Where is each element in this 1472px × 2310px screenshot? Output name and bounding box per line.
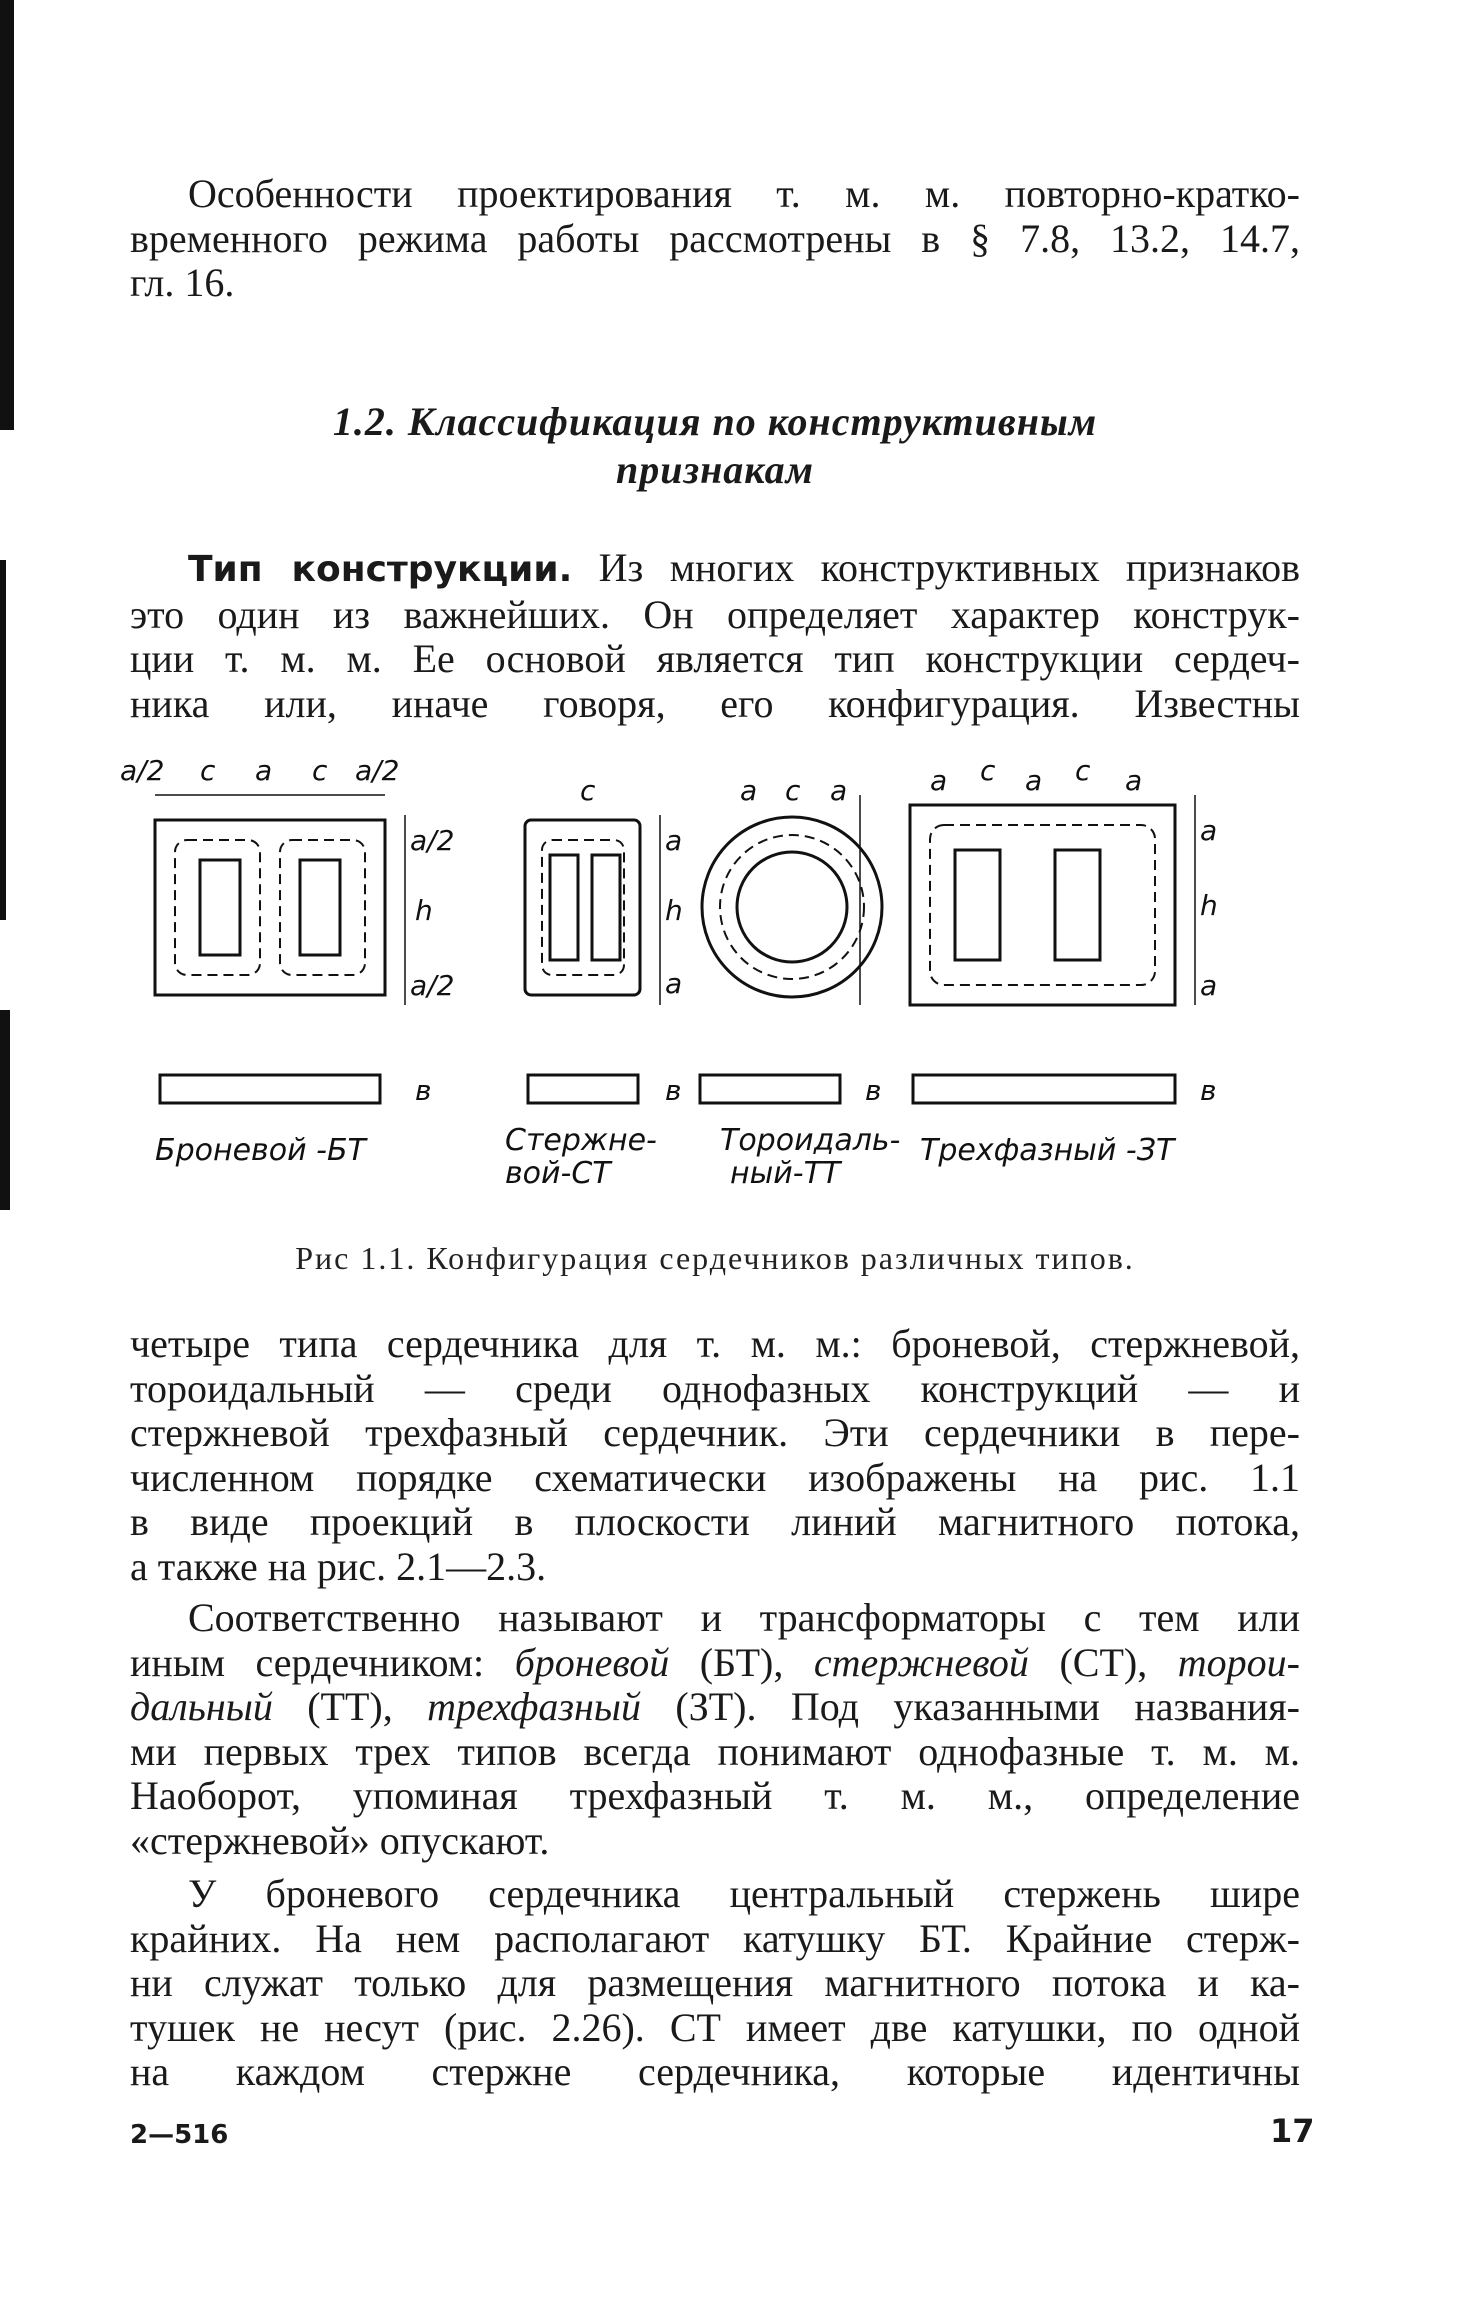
figure-svg bbox=[120, 755, 1320, 1215]
shell-core-drawing bbox=[155, 795, 405, 1103]
label-a: a bbox=[1125, 764, 1143, 797]
section-heading-line1: 1.2. Классификация по конструктивным bbox=[332, 399, 1098, 444]
para3-line: Наоборот, упоминая трехфазный т. м. м., определение bbox=[130, 1773, 1300, 1818]
label-c: c bbox=[200, 755, 216, 787]
para3-line bbox=[130, 1685, 1300, 1730]
core-type-drawing bbox=[525, 815, 660, 1103]
caption-st-line2: вой-СТ bbox=[505, 1156, 611, 1191]
para3-line: Соответственно называют и трансформаторы с тем или bbox=[188, 1595, 1300, 1640]
label-a: a bbox=[1200, 969, 1218, 1002]
caption-tt-line2: ный-ТТ bbox=[730, 1156, 841, 1191]
label-a: a bbox=[1025, 764, 1043, 797]
caption-bt: Броневой -БТ bbox=[155, 1133, 366, 1168]
scan-edge-low bbox=[0, 1010, 10, 1210]
signature-mark: 2—516 bbox=[130, 2120, 229, 2150]
para1-line1-text: Из многих конструктивных признаков bbox=[598, 545, 1300, 590]
paragraph-transformer-names bbox=[130, 1596, 1300, 1863]
label-b: в bbox=[1200, 1074, 1217, 1107]
term-three-phase: трехфазный bbox=[427, 1684, 641, 1729]
para1-line: ника или, иначе говоря, его конфигурация. Известны bbox=[130, 680, 1300, 726]
page-number: 17 bbox=[1270, 2112, 1315, 2150]
para3-line: «стержневой» опускают. bbox=[130, 1817, 550, 1863]
term-core: стержневой bbox=[813, 1639, 1029, 1685]
label-a: a bbox=[665, 967, 683, 1000]
term-shell: броневой bbox=[514, 1639, 670, 1685]
scan-edge-mid bbox=[0, 560, 6, 920]
para2-line: а также на рис. 2.1—2.3. bbox=[130, 1543, 547, 1589]
label-a-half: a/2 bbox=[410, 824, 455, 857]
paragraph-four-types bbox=[130, 1322, 1300, 1589]
label-b: в bbox=[865, 1074, 882, 1107]
label-h: h bbox=[665, 894, 683, 927]
paragraph-shell-core bbox=[130, 1872, 1300, 2095]
para3-text: (СТ), bbox=[1028, 1639, 1178, 1685]
para3-line: ми первых трех типов всегда понимают однофазные т. м. м. bbox=[130, 1728, 1300, 1774]
intro-line: Особенности проектирования т. м. м. повторно-кратко- bbox=[188, 171, 1300, 216]
paragraph-construction-type bbox=[130, 546, 1300, 726]
scan-edge-top bbox=[0, 0, 14, 430]
para2-line: численном порядке схематически изображены на рис. 1.1 bbox=[130, 1454, 1300, 1500]
para1-line bbox=[130, 546, 1300, 593]
label-a: a bbox=[930, 764, 948, 797]
para4-line: тушек не несут (рис. 2.26). СТ имеет две катушки, по одной bbox=[130, 2004, 1300, 2050]
intro-paragraph bbox=[130, 172, 1300, 306]
label-a: a bbox=[255, 755, 273, 787]
caption-tt-line1: Тороидаль- bbox=[720, 1123, 901, 1158]
para2-line: в виде проекций в плоскости линий магнитного потока, bbox=[130, 1499, 1300, 1544]
para2-line: четыре типа сердечника для т. м. м.: броневой, стержневой, bbox=[130, 1321, 1300, 1366]
para4-line: крайних. На нем располагают катушку БТ. Крайние стерж- bbox=[130, 1915, 1300, 1961]
label-a-half: a/2 bbox=[410, 969, 455, 1002]
label-b: в bbox=[665, 1074, 682, 1107]
para3-text: (БТ), bbox=[669, 1639, 814, 1685]
label-a: a bbox=[665, 824, 683, 857]
toroidal-drawing bbox=[700, 795, 882, 1103]
intro-line: гл. 16. bbox=[130, 260, 235, 305]
figure-core-configurations bbox=[120, 755, 1320, 1215]
para4-line: ни служат только для размещения магнитного потока и ка- bbox=[130, 1960, 1300, 2005]
caption-zt: Трехфазный -ЗТ bbox=[920, 1133, 1175, 1168]
term-toroidal: торои- bbox=[1177, 1639, 1300, 1685]
para1-line: это один из важнейших. Он определяет характер конструк- bbox=[130, 591, 1300, 637]
label-a: a bbox=[830, 774, 848, 807]
label-a-half: a/2 bbox=[120, 755, 165, 787]
para1-lead: Тип конструкции. bbox=[188, 549, 573, 590]
term-toroidal-end: дальный bbox=[130, 1684, 273, 1729]
section-heading-line2: признакам bbox=[616, 447, 814, 492]
para4-line: У броневого сердечника центральный стержень шире bbox=[188, 1871, 1300, 1916]
label-c: c bbox=[312, 755, 328, 787]
label-a: a bbox=[1200, 814, 1218, 847]
label-a: a bbox=[740, 774, 758, 807]
intro-line: временного режима работы рассмотрены в § 7.8, 13.2, 14.7, bbox=[130, 215, 1300, 261]
para4-line: на каждом стержне сердечника, которые идентичны bbox=[130, 2049, 1300, 2094]
para3-text: иным сердечником: bbox=[130, 1639, 515, 1685]
para3-line bbox=[130, 1641, 1300, 1686]
label-h: h bbox=[415, 894, 433, 927]
para3-text: (ЗТ). Под указанными названия- bbox=[640, 1684, 1300, 1729]
label-c: c bbox=[785, 774, 801, 807]
caption-st-line1: Стержне- bbox=[505, 1123, 657, 1158]
label-c: c bbox=[1075, 755, 1091, 787]
para2-line: тороидальный — среди однофазных конструкций — и bbox=[130, 1365, 1300, 1411]
para2-line: стержневой трехфазный сердечник. Эти сердечники в пере- bbox=[130, 1410, 1300, 1455]
three-phase-drawing bbox=[910, 795, 1195, 1103]
label-b: в bbox=[415, 1074, 432, 1107]
label-h: h bbox=[1200, 889, 1218, 922]
figure-caption: Рис 1.1. Конфигурация сердечников различных типов. bbox=[295, 1240, 1135, 1276]
label-c: c bbox=[980, 755, 996, 787]
para3-text: (ТТ), bbox=[272, 1684, 428, 1729]
label-c: c bbox=[580, 774, 596, 807]
label-a-half: a/2 bbox=[355, 755, 400, 787]
para1-line: ции т. м. м. Ее основой является тип конструкции сердеч- bbox=[130, 636, 1300, 681]
